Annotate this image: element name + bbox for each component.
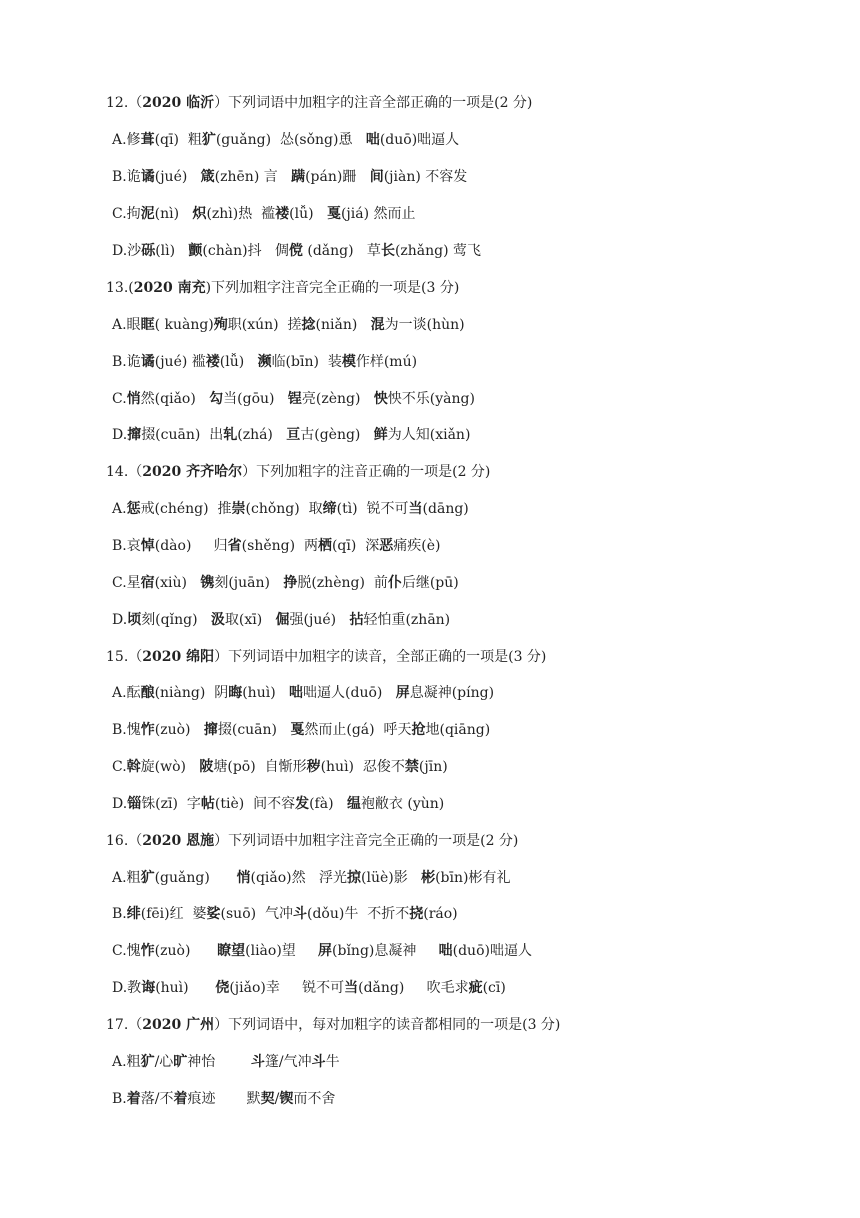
answer-option: A.惩戒(chéng) 推崇(chǒng) 取缔(tì) 锐不可当(dāng) — [112, 501, 469, 517]
question-stem: 15.（2020 绵阳）下列词语中加粗字的读音，全部正确的一项是(3 分) — [106, 649, 547, 665]
answer-option: D.顷刻(qǐng) 汲取(xī) 倔强(jué) 拈轻怕重(zhān) — [112, 612, 451, 628]
answer-option: B.诡谲(jué) 箴(zhēn) 言 蹒(pán)跚 间(jiàn) 不容发 — [112, 169, 468, 185]
answer-option: B.愧怍(zuò) 撺掇(cuān) 戛然而止(gá) 呼天抢地(qiāng) — [112, 722, 491, 738]
question-stem: 16.（2020 恩施）下列词语中加粗字注音完全正确的一项是(2 分) — [106, 833, 519, 849]
answer-option: C.拘泥(nì) 炽(zhì)热 褴褛(lǚ) 戛(jiá) 然而止 — [112, 206, 416, 222]
question-stem: 14.（2020 齐齐哈尔）下列加粗字的注音正确的一项是(2 分) — [106, 464, 491, 480]
answer-option: C.悄然(qiǎo) 勾当(gōu) 锃亮(zèng) 怏怏不乐(yàng) — [112, 391, 475, 407]
answer-option: B.着落/不着痕迹 默契/锲而不舍 — [112, 1091, 336, 1107]
question-stem: 13.(2020 南充)下列加粗字注音完全正确的一项是(3 分) — [106, 280, 460, 296]
answer-option: D.教诲(huì) 侥(jiǎo)幸 锐不可当(dǎng) 吹毛求疵(cī) — [112, 980, 506, 996]
answer-option: B.哀悼(dào) 归省(shěng) 两栖(qī) 深恶痛疾(è) — [112, 538, 441, 554]
answer-option: D.撺掇(cuān) 出轧(zhá) 亘古(gèng) 鲜为人知(xiǎn) — [112, 427, 471, 443]
answer-option: C.斡旋(wò) 陂塘(pō) 自惭形秽(huì) 忍俊不禁(jīn) — [112, 759, 448, 775]
question-stem: 17.（2020 广州）下列词语中，每对加粗字的读音都相同的一项是(3 分) — [106, 1017, 561, 1033]
answer-option: B.绯(fēi)红 婆娑(suō) 气冲斗(dǒu)牛 不折不挠(ráo) — [112, 906, 458, 922]
answer-option: A.修葺(qī) 粗犷(guǎng) 怂(sǒng)恿 咄(duō)咄逼人 — [112, 132, 460, 148]
answer-option: A.眼眶( kuàng)殉职(xún) 搓捻(niǎn) 混为一谈(hùn) — [112, 317, 465, 333]
answer-option: C.星宿(xiù) 镌刻(juān) 挣脱(zhèng) 前仆后继(pū) — [112, 575, 459, 591]
answer-option: C.愧怍(zuò) 瞭望(liào)望 屏(bǐng)息凝神 咄(duō)咄逼人 — [112, 943, 532, 959]
question-stem: 12.（2020 临沂）下列词语中加粗字的注音全部正确的一项是(2 分) — [106, 95, 533, 111]
answer-option: D.锱铢(zī) 字帖(tiè) 间不容发(fà) 缊袍敝衣 (yùn) — [112, 796, 445, 812]
answer-option: A.粗犷(guǎng) 悄(qiǎo)然 浮光掠(lüè)影 彬(bīn)彬有礼 — [112, 870, 511, 886]
answer-option: A.酝酿(niàng) 阴晦(huì) 咄咄逼人(duō) 屏息凝神(píng) — [112, 685, 495, 701]
answer-option: D.沙砾(lì) 颤(chàn)抖 倜傥 (dǎng) 草长(zhǎng) 莺飞 — [112, 243, 482, 259]
answer-option: A.粗犷/心旷神怡 斗篷/气冲斗牛 — [112, 1054, 340, 1070]
answer-option: B.诡谲(jué) 褴褛(lǚ) 濒临(bīn) 装模作样(mú) — [112, 354, 418, 370]
